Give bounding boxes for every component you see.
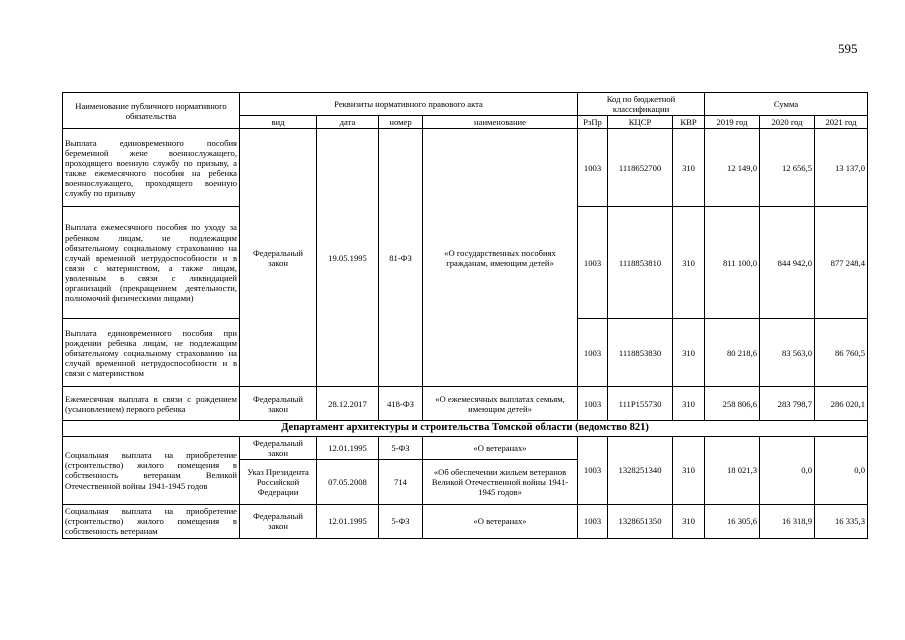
- act-title: «О государственных пособиях гражданам, имеющим детей»: [423, 129, 578, 387]
- act-date: 28.12.2017: [317, 387, 379, 421]
- rzpr-cell: 1003: [578, 436, 608, 504]
- act-title: «О ветеранах»: [423, 505, 578, 538]
- header-name: Наименование публичного нормативного обязательства: [63, 93, 240, 129]
- kvr-cell: 310: [673, 319, 705, 387]
- header-vid: вид: [240, 116, 317, 129]
- sum-2019-cell: 16 305,6: [705, 505, 760, 538]
- sum-2019-cell: 18 021,3: [705, 436, 760, 504]
- act-type: Федеральный закон: [240, 505, 317, 538]
- kvr-cell: 310: [673, 207, 705, 319]
- obligation-name: Выплата единовременного пособия при рождении ребенка лицам, не подлежащим обязательному социальному страхованию на случай временной нетрудоспособности и в связи с материнством: [63, 319, 240, 387]
- header-2020: 2020 год: [760, 116, 815, 129]
- header-rzpr: РзПр: [578, 116, 608, 129]
- table-row: [63, 505, 868, 538]
- kcsr-cell: 1118652700: [608, 129, 673, 207]
- header-requisites: Реквизиты нормативного правового акта: [240, 93, 578, 116]
- kcsr-cell: 1118853830: [608, 319, 673, 387]
- sum-2021-cell: 0,0: [815, 436, 868, 504]
- act-title: «Об обеспечении жильем ветеранов Великой Отечественной войны 1941-1945 годов»: [423, 460, 578, 505]
- act-type: Федеральный закон: [240, 129, 317, 387]
- header-budget-code: Код по бюджетной классификации: [578, 93, 705, 116]
- table-row: [63, 129, 868, 207]
- act-date: 12.01.1995: [317, 436, 379, 459]
- kvr-cell: 310: [673, 387, 705, 421]
- department-title: Департамент архитектуры и строительства Томской области (ведомство 821): [63, 421, 868, 436]
- sum-2020-cell: 16 318,9: [760, 505, 815, 538]
- act-title: «О ежемесячных выплатах семьям, имеющим детей»: [423, 387, 578, 421]
- act-title: «О ветеранах»: [423, 436, 578, 459]
- obligations-table: [62, 92, 868, 539]
- sum-2021-cell: 16 335,3: [815, 505, 868, 538]
- obligation-name: Ежемесячная выплата в связи с рождением (усыновлением) первого ребенка: [63, 387, 240, 421]
- kcsr-cell: 1328651350: [608, 505, 673, 538]
- kcsr-cell: 111P155730: [608, 387, 673, 421]
- kcsr-cell: 1118853810: [608, 207, 673, 319]
- kvr-cell: 310: [673, 505, 705, 538]
- kcsr-cell: 1328251340: [608, 436, 673, 504]
- header-row-1: [63, 93, 868, 116]
- sum-2020-cell: 83 563,0: [760, 319, 815, 387]
- department-row: [63, 421, 868, 436]
- act-type: Указ Президента Российской Федерации: [240, 460, 317, 505]
- act-date: 19.05.1995: [317, 129, 379, 387]
- act-number: 5-ФЗ: [379, 436, 423, 459]
- kvr-cell: 310: [673, 436, 705, 504]
- act-date: 12.01.1995: [317, 505, 379, 538]
- obligation-name: Социальная выплата на приобретение (строительство) жилого помещения в собственность ветеранам: [63, 505, 240, 538]
- header-kvr: КВР: [673, 116, 705, 129]
- sum-2019-cell: 258 806,6: [705, 387, 760, 421]
- header-number: номер: [379, 116, 423, 129]
- act-type: Федеральный закон: [240, 436, 317, 459]
- rzpr-cell: 1003: [578, 387, 608, 421]
- sum-2021-cell: 877 248,4: [815, 207, 868, 319]
- rzpr-cell: 1003: [578, 319, 608, 387]
- obligation-name: Выплата единовременного пособия беременной жене военнослужащего, проходящего военную службу по призыву, а также ежемесячного пособия на ребенка военнослужащего, проходящего военную службу по призыву: [63, 129, 240, 207]
- act-number: 418-ФЗ: [379, 387, 423, 421]
- act-number: 81-ФЗ: [379, 129, 423, 387]
- sum-2021-cell: 286 020,1: [815, 387, 868, 421]
- sum-2019-cell: 811 100,0: [705, 207, 760, 319]
- obligation-name: Социальная выплата на приобретение (строительство) жилого помещения в собственность ветеранам Великой Отечественной войны 1941-1945 годов: [63, 436, 240, 504]
- header-2019: 2019 год: [705, 116, 760, 129]
- sum-2020-cell: 0,0: [760, 436, 815, 504]
- rzpr-cell: 1003: [578, 207, 608, 319]
- sum-2019-cell: 80 218,6: [705, 319, 760, 387]
- act-type: Федеральный закон: [240, 387, 317, 421]
- header-date: дата: [317, 116, 379, 129]
- table-row: [63, 387, 868, 421]
- header-sum: Сумма: [705, 93, 868, 116]
- sum-2019-cell: 12 149,0: [705, 129, 760, 207]
- rzpr-cell: 1003: [578, 129, 608, 207]
- page-number: 595: [838, 41, 858, 56]
- rzpr-cell: 1003: [578, 505, 608, 538]
- act-number: 714: [379, 460, 423, 505]
- header-2021: 2021 год: [815, 116, 868, 129]
- sum-2021-cell: 86 760,5: [815, 319, 868, 387]
- header-kcsr: КЦСР: [608, 116, 673, 129]
- table-row: [63, 436, 868, 459]
- kvr-cell: 310: [673, 129, 705, 207]
- obligation-name: Выплата ежемесячного пособия по уходу за ребенком лицам, не подлежащим обязательному социальному страхованию на случай временной нетрудоспособности и в связи с материнством, а также лицам, уволенным в связи с ликвидацией организаций (прекращением деятельности, полномочий физическими лицами): [63, 207, 240, 319]
- sum-2020-cell: 844 942,0: [760, 207, 815, 319]
- sum-2020-cell: 12 656,5: [760, 129, 815, 207]
- act-number: 5-ФЗ: [379, 505, 423, 538]
- sum-2020-cell: 283 798,7: [760, 387, 815, 421]
- sum-2021-cell: 13 137,0: [815, 129, 868, 207]
- header-act-name: наименование: [423, 116, 578, 129]
- act-date: 07.05.2008: [317, 460, 379, 505]
